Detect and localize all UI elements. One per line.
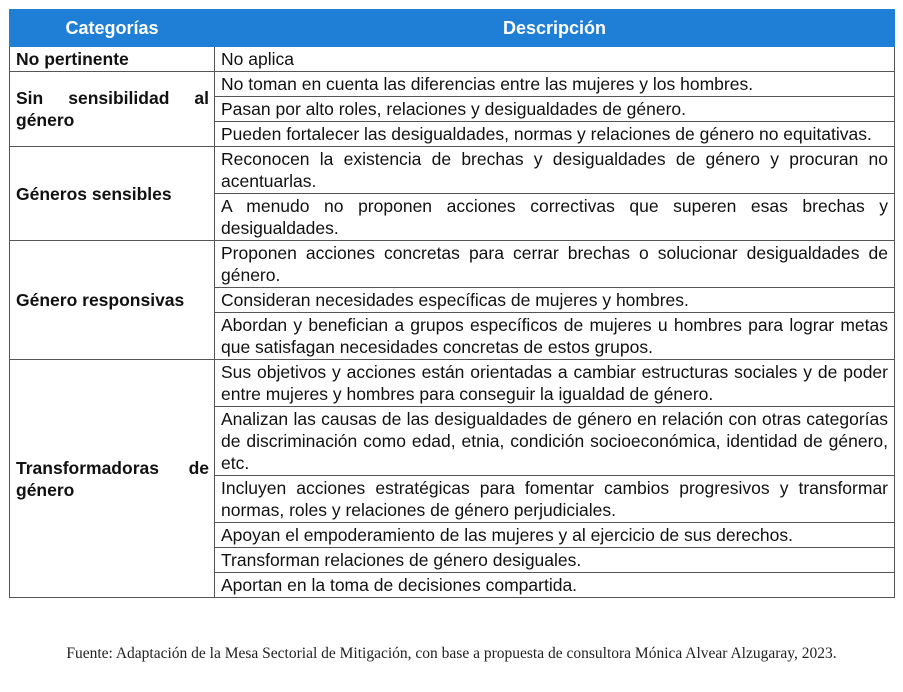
category-generos-sensibles: Géneros sensibles	[10, 147, 215, 241]
description-cell: Apoyan el empoderamiento de las mujeres y al ejercicio de sus derechos.	[215, 523, 895, 548]
table-row	[10, 47, 895, 72]
description-cell: Proponen acciones concretas para cerrar brechas o solucionar desigualdades de género.	[215, 241, 895, 288]
category-transformadoras: Transformadoras de género	[10, 360, 215, 598]
description-cell: No aplica	[215, 47, 895, 72]
table-row	[10, 72, 895, 97]
category-no-pertinente: No pertinente	[10, 47, 215, 72]
description-cell: Aportan en la toma de decisiones compartida.	[215, 573, 895, 598]
table-row	[10, 360, 895, 407]
description-cell: A menudo no proponen acciones correctivas que superen esas brechas y desigualdades.	[215, 194, 895, 241]
description-cell: Pasan por alto roles, relaciones y desigualdades de género.	[215, 97, 895, 122]
description-cell: Pueden fortalecer las desigualdades, normas y relaciones de género no equitativas.	[215, 122, 895, 147]
description-cell: Sus objetivos y acciones están orientadas a cambiar estructuras sociales y de poder entre mujeres y hombres para conseguir la igualdad de género.	[215, 360, 895, 407]
description-cell: Reconocen la existencia de brechas y desigualdades de género y procuran no acentuarlas.	[215, 147, 895, 194]
header-categorias: Categorías	[10, 10, 215, 47]
header-descripcion: Descripción	[215, 10, 895, 47]
category-genero-responsivas: Género responsivas	[10, 241, 215, 360]
description-cell: Abordan y benefician a grupos específicos de mujeres u hombres para lograr metas que satisfagan necesidades concretas de estos grupos.	[215, 313, 895, 360]
gender-categories-table	[9, 9, 895, 598]
description-cell: No toman en cuenta las diferencias entre las mujeres y los hombres.	[215, 72, 895, 97]
table-row	[10, 241, 895, 288]
description-cell: Incluyen acciones estratégicas para fomentar cambios progresivos y transformar normas, roles y relaciones de género perjudiciales.	[215, 476, 895, 523]
source-caption: Fuente: Adaptación de la Mesa Sectorial de Mitigación, con base a propuesta de consultora Mónica Alvear Alzugaray, 2023.	[66, 645, 837, 662]
description-cell: Analizan las causas de las desigualdades de género en relación con otras categorías de discriminación como edad, etnia, condición socioeconómica, identidad de género, etc.	[215, 407, 895, 476]
category-sin-sensibilidad: Sin sensibilidad al género	[10, 72, 215, 147]
table-row	[10, 147, 895, 194]
description-cell: Consideran necesidades específicas de mujeres y hombres.	[215, 288, 895, 313]
table-header-row	[10, 10, 895, 47]
description-cell: Transforman relaciones de género desiguales.	[215, 548, 895, 573]
